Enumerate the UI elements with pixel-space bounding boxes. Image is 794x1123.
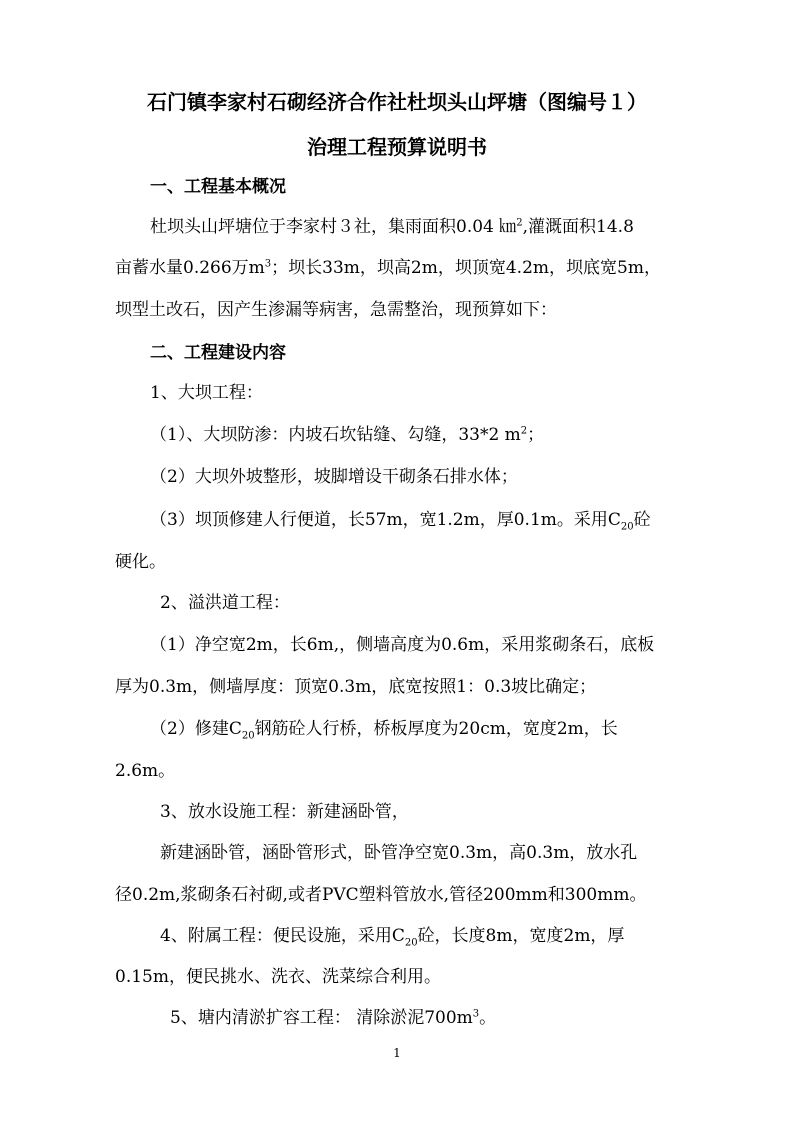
text: 钢筋砼人行桥，桥板厚度为20cm，宽度2m，长 — [254, 719, 618, 739]
item-4 — [160, 921, 624, 948]
section-1-paragraph-line-2 — [115, 253, 661, 278]
item-2-1-line-2: 厚为0.3m，侧墙厚度：顶宽0.3m，底宽按照1：0.3坡比确定； — [115, 677, 597, 697]
section-1-heading: 一、工程基本概况 — [150, 177, 286, 197]
superscript: 2 — [520, 425, 528, 437]
section-1-paragraph-line-3: 坝型土改石，因产生渗漏等病害，急需整治，现预算如下： — [115, 300, 557, 320]
subscript: 20 — [404, 937, 418, 949]
text: 杜坝头山坪塘位于李家村３社，集雨面积0.04 ㎞ — [150, 217, 517, 237]
item-1-3 — [150, 505, 651, 532]
text: （2）修建C — [150, 719, 242, 739]
item-2-1-line-1: （1）净空宽2m，长6m,，侧墙高度为0.6m，采用浆砌条石，底板 — [150, 635, 655, 655]
item-1-1 — [150, 420, 544, 445]
page-number: 1 — [393, 1046, 401, 1060]
item-3-line-2: 径0.2m,浆砌条石衬砌,或者PVC塑料管放水,管径200mm和300mm。 — [115, 885, 647, 905]
text: 砼 — [633, 510, 651, 530]
item-2-2-continued: 2.6m。 — [115, 761, 176, 781]
text: 亩蓄水量0.266万m — [115, 258, 265, 278]
item-1-heading: 1、大坝工程： — [150, 383, 263, 403]
section-1-paragraph-line-1 — [150, 212, 634, 237]
text: 5、塘内清淤扩容工程： 清除淤泥700m — [170, 1008, 473, 1028]
item-2-heading: 2、溢洪道工程： — [160, 593, 290, 613]
document-title-line-2: 治理工程预算说明书 — [307, 135, 487, 159]
document-title-line-1: 石门镇李家村石砌经济合作社杜坝头山坪塘（图编号１） — [147, 90, 647, 114]
text: ,灌溉面积14.8 — [522, 217, 634, 237]
section-2-heading: 二、工程建设内容 — [150, 343, 286, 363]
item-3-line-1: 新建涵卧管，涵卧管形式，卧管净空宽0.3m，高0.3m，放水孔 — [160, 843, 638, 863]
superscript: 3 — [472, 1008, 480, 1020]
item-3-heading: 3、放水设施工程：新建涵卧管， — [160, 802, 409, 822]
item-4-continued: 0.15m，便民挑水、洗衣、洗菜综合利用。 — [115, 967, 441, 987]
text: ；坝长33m，坝高2m，坝顶宽4.2m，坝底宽5m， — [271, 258, 661, 278]
item-1-3-continued: 硬化。 — [115, 552, 166, 572]
superscript: 3 — [264, 258, 272, 270]
text: （1）、大坝防渗：内坡石坎钻缝、勾缝，33*2 m — [150, 425, 521, 445]
text: （3）坝顶修建人行便道，长57m，宽1.2m，厚0.1m。采用C — [150, 510, 621, 530]
item-5 — [170, 1003, 496, 1028]
text: 砼，长度8m，宽度2m，厚 — [417, 926, 625, 946]
text: 。 — [479, 1008, 497, 1028]
item-2-2 — [150, 714, 618, 741]
text: 4、附属工程：便民设施，采用C — [160, 926, 405, 946]
subscript: 20 — [620, 521, 634, 533]
item-1-2: （2）大坝外坡整形，坡脚增设干砌条石排水体； — [150, 467, 518, 487]
subscript: 20 — [241, 730, 255, 742]
superscript: 2 — [516, 217, 523, 229]
text: ； — [527, 425, 545, 445]
